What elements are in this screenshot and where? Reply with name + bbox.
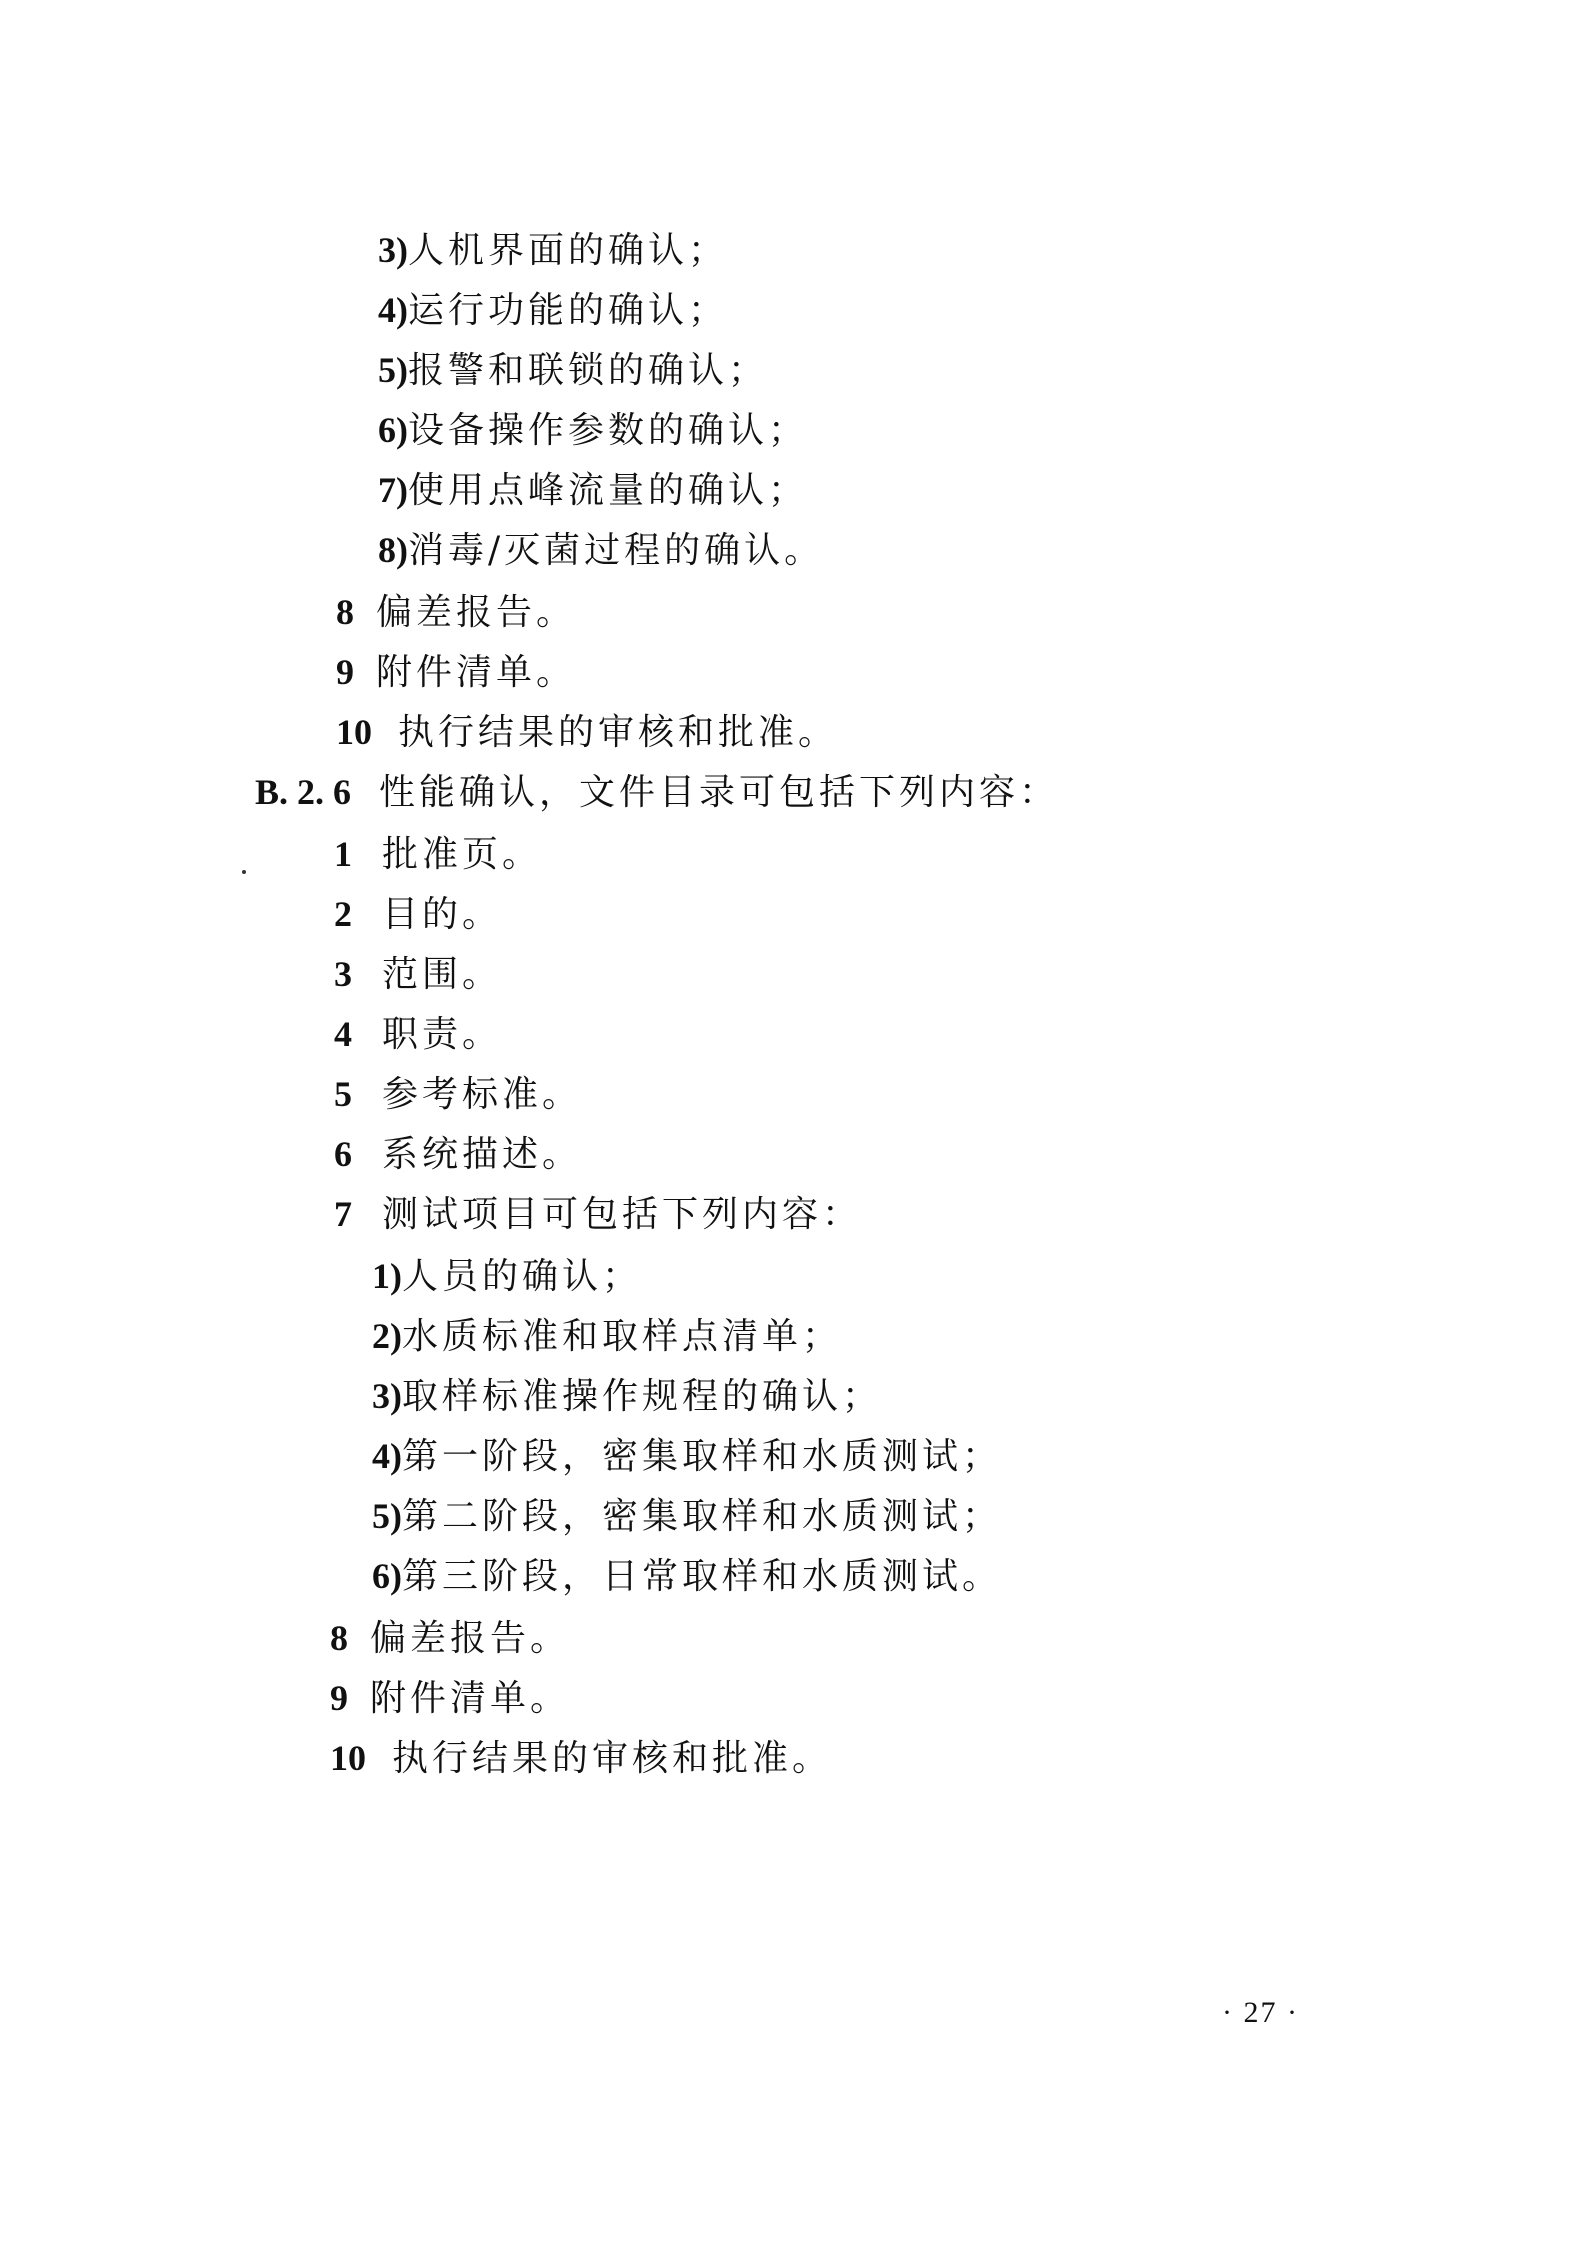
item-text: 执行结果的审核和批准。 — [398, 712, 839, 753]
section-text: 性能确认，文件目录可包括下列内容： — [379, 772, 1060, 813]
item-number: 3) — [378, 230, 408, 270]
list-item — [334, 892, 502, 936]
item-text: 设备操作参数的确认； — [408, 410, 809, 451]
item-text: 人员的确认； — [402, 1256, 643, 1297]
list-item — [372, 1374, 882, 1418]
list-item — [372, 1494, 1002, 1538]
item-number: 4 — [334, 1014, 352, 1054]
item-text: 报警和联锁的确认； — [408, 350, 769, 391]
list-item — [372, 1434, 1002, 1478]
item-text: 水质标准和取样点清单； — [402, 1316, 843, 1357]
item-text: 使用点峰流量的确认； — [408, 470, 809, 511]
item-number: 1 — [334, 834, 352, 874]
item-number: 7) — [378, 470, 408, 510]
item-number: 8 — [330, 1618, 348, 1658]
item-text: 批准页。 — [382, 834, 543, 875]
item-number: 2) — [372, 1316, 402, 1356]
item-number: 5) — [378, 350, 408, 390]
item-text: 运行功能的确认； — [408, 290, 729, 331]
list-item — [378, 468, 808, 512]
item-number: 7 — [334, 1194, 352, 1234]
item-number: 2 — [334, 894, 352, 934]
list-item — [372, 1314, 842, 1358]
item-number: 1) — [372, 1256, 402, 1296]
item-text: 消毒/灭菌过程的确认。 — [408, 530, 825, 571]
list-item — [330, 1616, 570, 1660]
list-item — [334, 952, 502, 996]
item-text: 职责。 — [382, 1014, 503, 1055]
item-number: 3 — [334, 954, 352, 994]
stray-dot — [242, 870, 246, 874]
item-text: 系统描述。 — [382, 1134, 583, 1175]
list-item — [378, 348, 768, 392]
section-heading — [255, 770, 1059, 814]
item-text: 第二阶段，密集取样和水质测试； — [402, 1496, 1003, 1537]
item-number: 4) — [378, 290, 408, 330]
list-item — [372, 1254, 642, 1298]
list-item — [330, 1736, 832, 1780]
section-number: B. 2. 6 — [255, 772, 352, 812]
item-number: 9 — [330, 1678, 348, 1718]
item-number: 5 — [334, 1074, 352, 1114]
list-item — [378, 288, 728, 332]
item-number: 6) — [372, 1556, 402, 1596]
list-item — [372, 1554, 1002, 1598]
item-number: 10 — [336, 712, 372, 752]
item-text: 附件清单。 — [370, 1678, 571, 1719]
item-number: 5) — [372, 1496, 402, 1536]
list-item — [378, 408, 808, 452]
item-text: 范围。 — [382, 954, 503, 995]
item-number: 8) — [378, 530, 408, 570]
item-text: 执行结果的审核和批准。 — [392, 1738, 833, 1779]
item-text: 取样标准操作规程的确认； — [402, 1376, 883, 1417]
item-number: 9 — [336, 652, 354, 692]
list-item — [334, 1132, 582, 1176]
page-number: · 27 · — [1222, 1996, 1299, 2029]
item-text: 测试项目可包括下列内容： — [382, 1194, 863, 1235]
item-number: 6 — [334, 1134, 352, 1174]
item-number: 3) — [372, 1376, 402, 1416]
item-text: 人机界面的确认； — [408, 230, 729, 271]
item-text: 偏差报告。 — [376, 592, 577, 633]
item-number: 8 — [336, 592, 354, 632]
list-item — [336, 650, 576, 694]
item-text: 附件清单。 — [376, 652, 577, 693]
list-item — [378, 228, 728, 272]
list-item — [334, 1012, 502, 1056]
list-item — [336, 590, 576, 634]
list-item — [334, 832, 542, 876]
item-number: 6) — [378, 410, 408, 450]
list-item — [330, 1676, 570, 1720]
list-item — [334, 1072, 582, 1116]
item-text: 参考标准。 — [382, 1074, 583, 1115]
list-item — [336, 710, 838, 754]
item-text: 偏差报告。 — [370, 1618, 571, 1659]
item-number: 10 — [330, 1738, 366, 1778]
item-text: 第三阶段，日常取样和水质测试。 — [402, 1556, 1003, 1597]
item-text: 目的。 — [382, 894, 503, 935]
list-item — [334, 1192, 862, 1236]
item-text: 第一阶段，密集取样和水质测试； — [402, 1436, 1003, 1477]
item-number: 4) — [372, 1436, 402, 1476]
list-item — [378, 528, 824, 572]
